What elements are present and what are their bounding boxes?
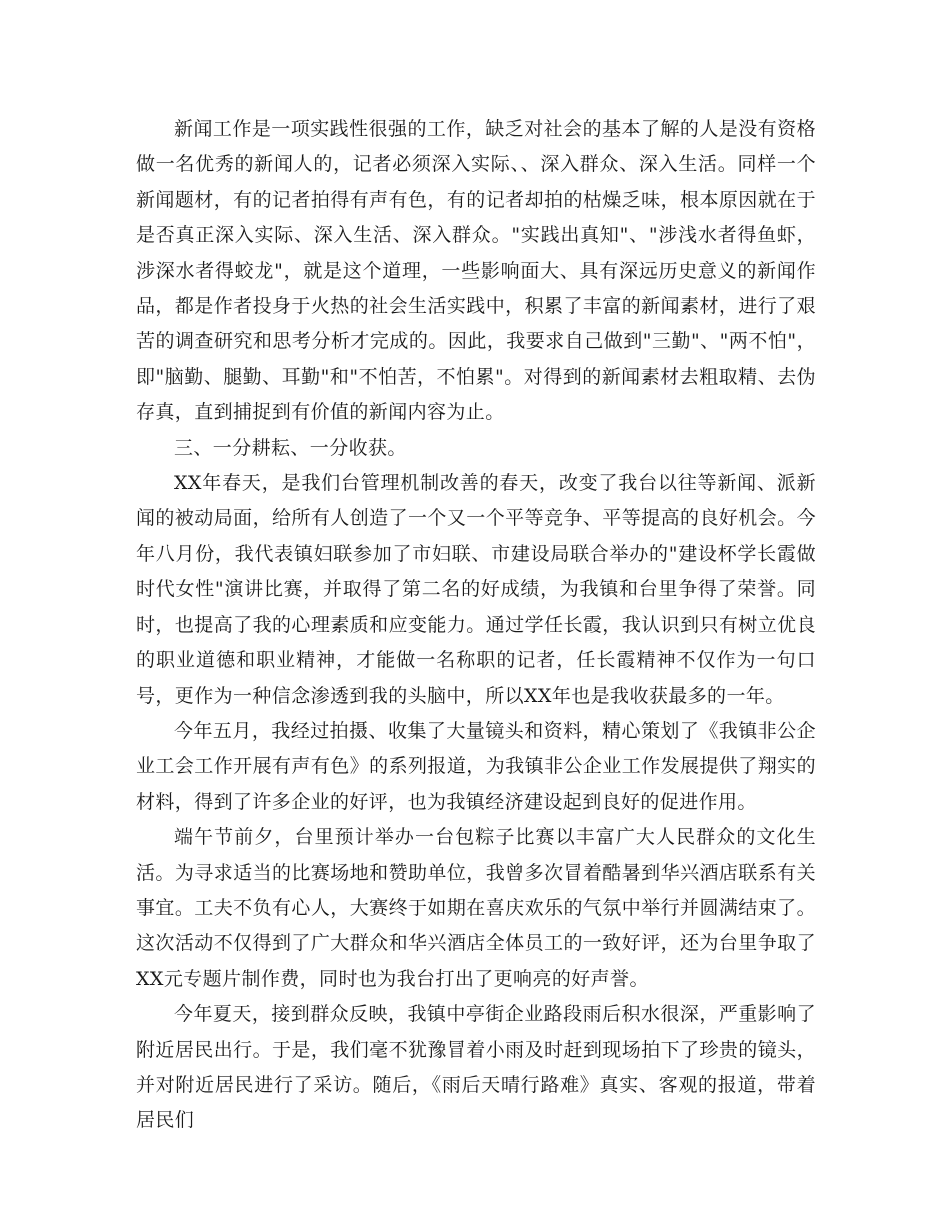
document-page (136, 112, 816, 1139)
paragraph-news-practice: 新闻工作是一项实践性很强的工作，缺乏对社会的基本了解的人是没有资格做一名优秀的新闻人的，记者必须深入实际、、深入群众、深入生活。同样一个新闻题材，有的记者拍得有声有色，有的记者却拍的枯燥乏味，根本原因就在于是否真正深入实际、深入生活、深入群众。"实践出真知"、"涉浅水者得鱼虾，涉深水者得蛟龙"，就是这个道理，一些影响面大、具有深远历史意义的新闻作品，都是作者投身于火热的社会生活实践中，积累了丰富的新闻素材，进行了艰苦的调查研究和思考分析才完成的。因此，我要求自己做到"三勤"、"两不怕"，即"脑勤、腿勤、耳勤"和"不怕苦，不怕累"。对得到的新闻素材去粗取精、去伪存真，直到捕捉到有价值的新闻内容为止。 (136, 118, 816, 424)
paragraph-spring-reform: XX年春天，是我们台管理机制改善的春天，改变了我台以往等新闻、派新闻的被动局面，给所有人创造了一个又一个平等竞争、平等提高的良好机会。今年八月份，我代表镇妇联参加了市妇联、市建设局联合举办的"建设杯学长霞做时代女性"演讲比赛，并取得了第二名的好成绩，为我镇和台里争得了荣誉。同时，也提高了我的心理素质和应变能力。通过学任长霞，我认识到只有树立优良的职业道德和职业精神，才能做一名称职的记者，任长霞精神不仅作为一句口号，更作为一种信念渗透到我的头脑中，所以XX年也是我收获最多的一年。 (136, 472, 816, 707)
paragraph-summer-report: 今年夏天，接到群众反映，我镇中亭街企业路段雨后积水很深，严重影响了附近居民出行。于是，我们毫不犹豫冒着小雨及时赶到现场拍下了珍贵的镜头，并对附近居民进行了采访。随后，《雨后天晴行路难》真实、客观的报道，带着居民们 (136, 1003, 816, 1132)
paragraph-may-report: 今年五月，我经过拍摄、收集了大量镜头和资料，精心策划了《我镇非公企业工会工作开展有声有色》的系列报道，为我镇非公企业工作发展提供了翔实的材料，得到了许多企业的好评，也为我镇经济建设起到良好的促进作用。 (136, 719, 816, 813)
section-heading-harvest: 三、一分耕耘、一分收获。 (174, 436, 407, 459)
paragraph-dragon-boat: 端午节前夕，台里预计举办一台包粽子比赛以丰富广大人民群众的文化生活。为寻求适当的比赛场地和赞助单位，我曾多次冒着酷暑到华兴酒店联系有关事宜。工夫不负有心人，大赛终于如期在喜庆欢乐的气氛中举行并圆满结束了。这次活动不仅得到了广大群众和华兴酒店全体员工的一致好评，还为台里争取了XX元专题片制作费，同时也为我台打出了更响亮的好声誉。 (136, 826, 816, 990)
